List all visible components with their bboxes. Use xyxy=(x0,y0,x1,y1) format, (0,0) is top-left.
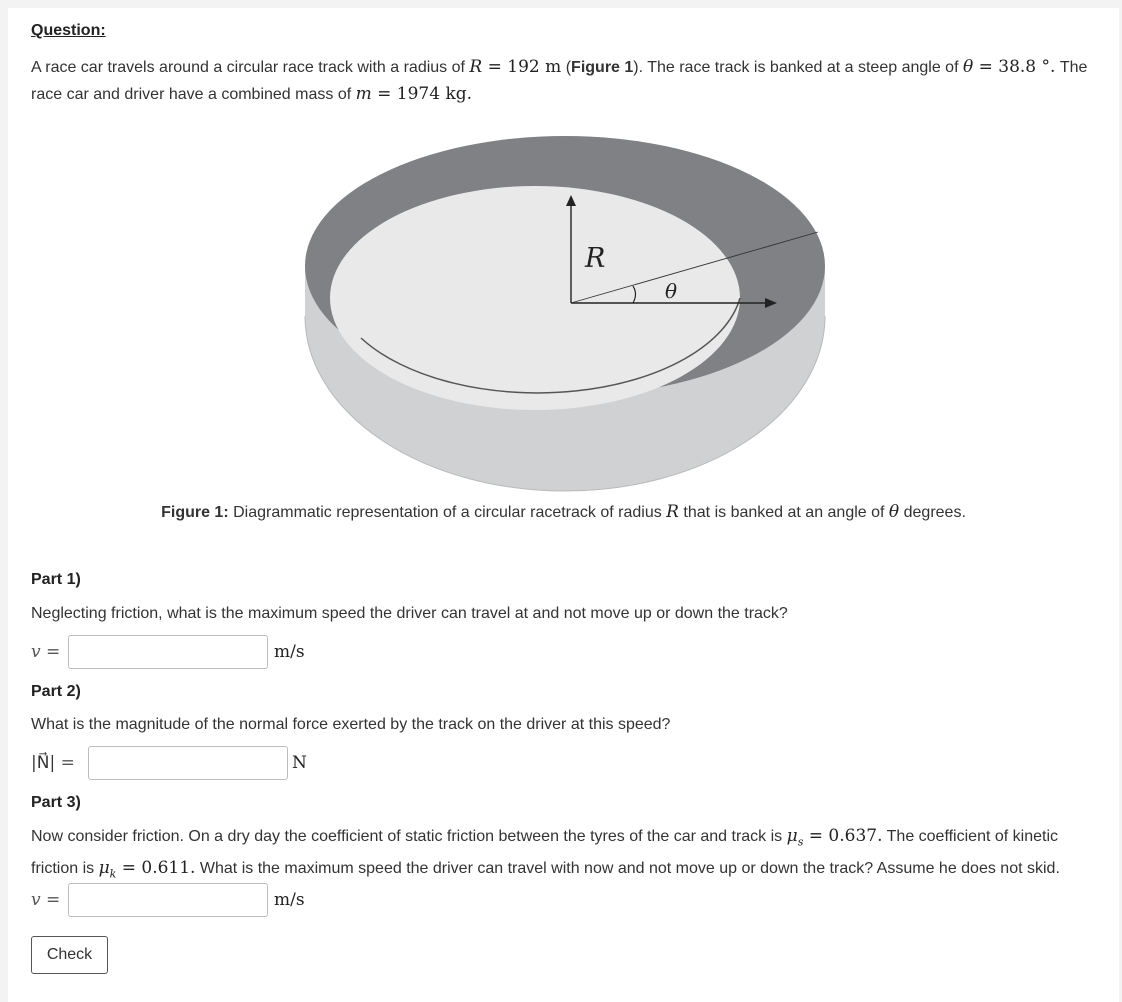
part2-equals: = xyxy=(60,753,75,773)
part1-unit: m/s xyxy=(274,642,305,662)
question-card xyxy=(8,8,1119,1002)
racetrack-figure xyxy=(303,126,828,496)
mu-s-symbol: μ xyxy=(786,826,798,846)
part1-heading: Part 1) xyxy=(31,571,81,588)
normal-force-symbol: |N⃗| xyxy=(31,753,56,773)
part2-heading: Part 2) xyxy=(31,683,81,700)
intro-text-3: ). The race track is banked at a steep angle of xyxy=(633,59,963,76)
part2-unit: N xyxy=(292,753,307,773)
part3-question xyxy=(31,823,1091,888)
check-button[interactable]: Check xyxy=(31,936,108,974)
mu-k-symbol: μ xyxy=(98,858,110,879)
part2-answer-input[interactable] xyxy=(88,746,288,780)
part3-heading: Part 3) xyxy=(31,794,81,811)
mu-k-value: 0.611. xyxy=(141,858,196,879)
figure-caption xyxy=(8,502,1119,522)
part3-answer-input[interactable] xyxy=(68,883,268,917)
part3-text-3: What is the maximum speed the driver can travel with now and not move up or down the track? Assume he does not skid. xyxy=(195,860,1060,878)
static-friction-expression: $\mu_s = 0.637$. xyxy=(786,826,883,849)
mass-symbol: m xyxy=(355,84,372,104)
part2-answer-label xyxy=(31,753,75,773)
part1-equals: = xyxy=(46,642,61,662)
mu-s-value: 0.637. xyxy=(828,826,883,846)
figure-R-label: R xyxy=(585,243,606,274)
caption-text-2: that is banked at an angle of xyxy=(678,504,889,521)
part1-question: Neglecting friction, what is the maximum speed the driver can travel at and not move up or down the track? xyxy=(31,605,788,622)
mu-s-subscript: s xyxy=(797,835,804,849)
mass-expression xyxy=(356,84,472,104)
mu-k-subscript: k xyxy=(109,867,117,881)
theta-symbol: θ xyxy=(962,57,974,77)
equals-sign: = xyxy=(973,57,999,77)
radius-symbol: R xyxy=(469,57,483,77)
part2-question: What is the magnitude of the normal force exerted by the track on the driver at this speed? xyxy=(31,716,671,733)
caption-radius-symbol: R xyxy=(666,502,679,522)
intro-text-1: A race car travels around a circular race track with a radius of xyxy=(31,59,470,76)
part3-answer-label xyxy=(31,890,60,910)
caption-text-3: degrees. xyxy=(899,504,966,521)
part3-text-1: Now consider friction. On a dry day the coefficient of static friction between the tyres of the car and track is xyxy=(31,828,787,845)
part1-variable: v xyxy=(31,642,41,662)
part3-equals: = xyxy=(46,890,61,910)
part1-answer-label xyxy=(31,642,60,662)
part3-unit: m/s xyxy=(274,890,305,910)
caption-theta-symbol: θ xyxy=(888,502,900,522)
angle-expression xyxy=(963,57,1055,77)
racetrack-diagram xyxy=(303,126,828,496)
equals-sign: = xyxy=(371,84,397,104)
part3-variable: v xyxy=(31,890,41,910)
equals-sign: = xyxy=(482,57,508,77)
figure-theta-label: θ xyxy=(665,279,678,303)
figure-reference: Figure 1 xyxy=(571,59,634,76)
track-infield xyxy=(330,186,740,410)
kinetic-friction-expression: $\mu_k = 0.611$. xyxy=(98,858,196,881)
question-intro xyxy=(31,54,1091,108)
question-title: Question: xyxy=(31,22,106,39)
radius-value: 192 m xyxy=(507,57,562,77)
radius-expression xyxy=(469,57,561,77)
mass-value: 1974 kg. xyxy=(396,84,473,104)
caption-lead: Figure 1: xyxy=(161,504,229,521)
intro-text-4: The race car and driver have a combined mass of xyxy=(31,59,1088,103)
caption-text-1: Diagrammatic representation of a circular racetrack of radius xyxy=(228,504,667,521)
part1-answer-input[interactable] xyxy=(68,635,268,669)
intro-text-2: ( xyxy=(561,59,572,76)
part3-text-2: The coefficient of kinetic friction is xyxy=(31,828,1058,878)
angle-value: 38.8 °. xyxy=(998,57,1056,77)
